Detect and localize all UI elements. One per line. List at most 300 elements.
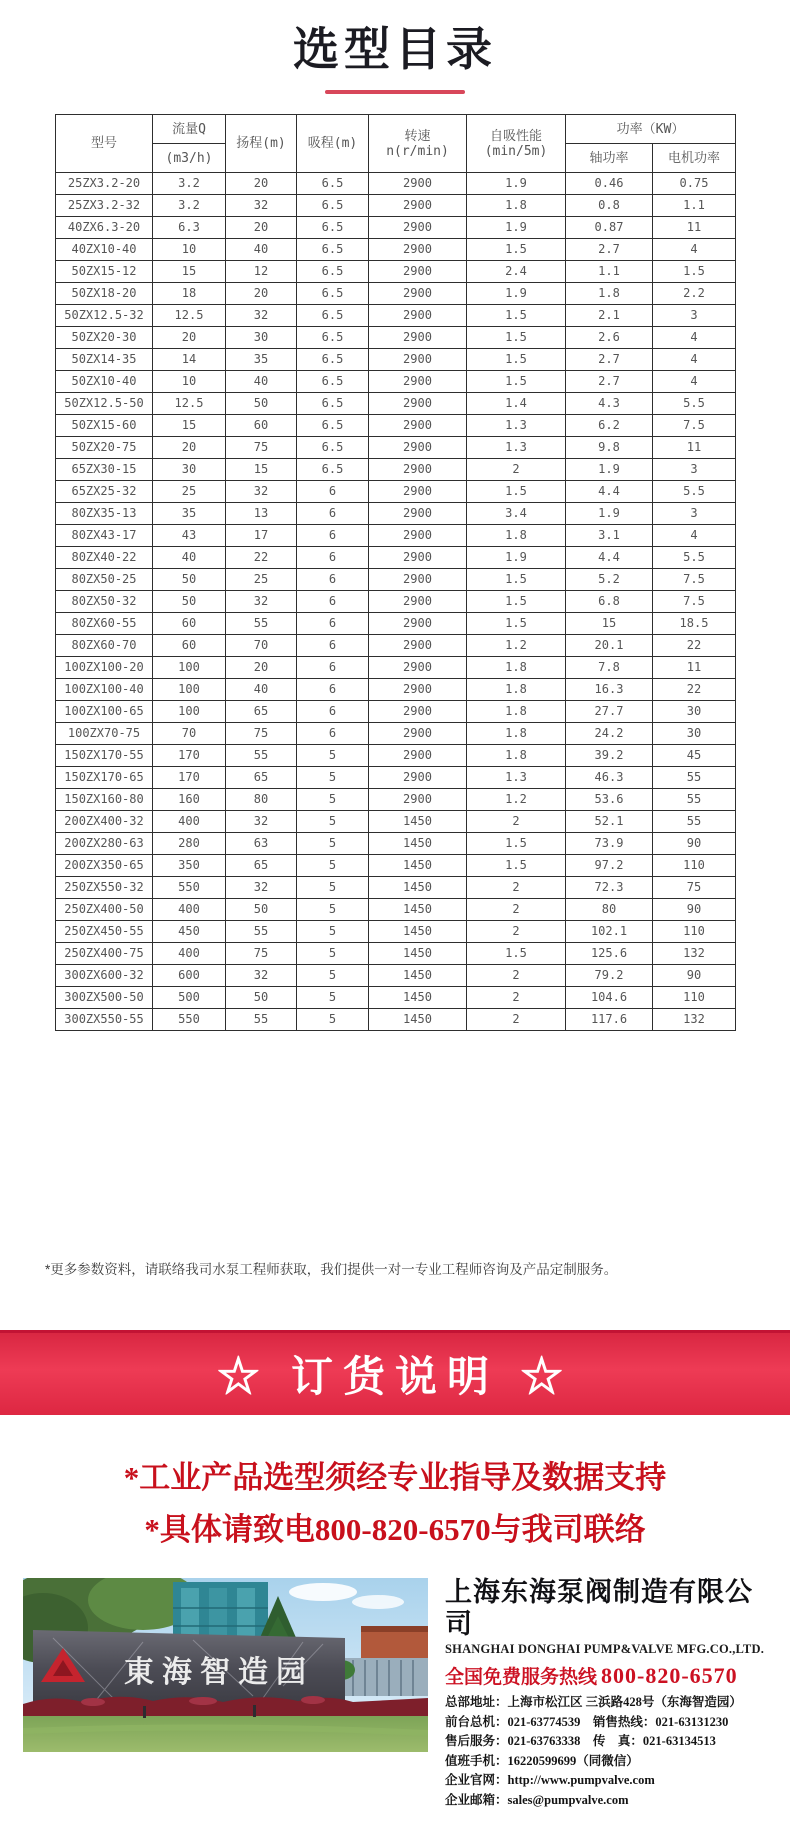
- value-cell: 3.1: [566, 525, 653, 547]
- model-cell: 200ZX350-65: [56, 855, 153, 877]
- model-cell: 100ZX100-65: [56, 701, 153, 723]
- value-cell: 11: [653, 437, 736, 459]
- value-cell: 1.2: [467, 789, 566, 811]
- header-motor-power: 电机功率: [653, 144, 736, 173]
- value-cell: 100: [153, 657, 226, 679]
- value-cell: 2900: [369, 173, 467, 195]
- value-cell: 3: [653, 503, 736, 525]
- value-cell: 1.5: [467, 481, 566, 503]
- value-cell: 2900: [369, 503, 467, 525]
- value-cell: 100: [153, 679, 226, 701]
- table-row: [56, 877, 736, 899]
- value-cell: 6.5: [297, 415, 369, 437]
- value-cell: 2900: [369, 305, 467, 327]
- value-cell: 35: [153, 503, 226, 525]
- title-section: [0, 20, 790, 94]
- value-cell: 1.4: [467, 393, 566, 415]
- value-cell: 40: [226, 371, 297, 393]
- value-cell: 104.6: [566, 987, 653, 1009]
- value-cell: 52.1: [566, 811, 653, 833]
- value-cell: 6.3: [153, 217, 226, 239]
- value-cell: 6.8: [566, 591, 653, 613]
- value-cell: 90: [653, 833, 736, 855]
- value-cell: 6: [297, 591, 369, 613]
- value-cell: 1.8: [467, 745, 566, 767]
- footnote: *更多参数资料，请联络我司水泵工程师获取，我们提供一对一专业工程师咨询及产品定制服务。: [45, 1262, 618, 1277]
- value-cell: 65: [226, 855, 297, 877]
- value-cell: 2.2: [653, 283, 736, 305]
- value-cell: 63: [226, 833, 297, 855]
- value-cell: 102.1: [566, 921, 653, 943]
- value-cell: 2900: [369, 525, 467, 547]
- model-cell: 50ZX14-35: [56, 349, 153, 371]
- value-cell: 45: [653, 745, 736, 767]
- value-cell: 20: [153, 437, 226, 459]
- value-cell: 110: [653, 921, 736, 943]
- table-row: [56, 635, 736, 657]
- table-row: [56, 217, 736, 239]
- value-cell: 75: [226, 943, 297, 965]
- table-row: [56, 393, 736, 415]
- value-cell: 80: [226, 789, 297, 811]
- gate-fence: [345, 1658, 428, 1696]
- model-cell: 65ZX25-32: [56, 481, 153, 503]
- flower-patch: [81, 1698, 105, 1706]
- value-cell: 2900: [369, 437, 467, 459]
- value-cell: 70: [153, 723, 226, 745]
- glass-panel: [237, 1588, 255, 1638]
- value-cell: 79.2: [566, 965, 653, 987]
- value-cell: 16.3: [566, 679, 653, 701]
- value-cell: 35: [226, 349, 297, 371]
- value-cell: 400: [153, 943, 226, 965]
- value-cell: 2900: [369, 415, 467, 437]
- header-shaft-power: 轴功率: [566, 144, 653, 173]
- company-detail-line: 总部地址：上海市松江区 三浜路428号（东海智造园）: [445, 1695, 742, 1709]
- value-cell: 25: [226, 569, 297, 591]
- value-cell: 117.6: [566, 1009, 653, 1031]
- value-cell: 550: [153, 877, 226, 899]
- table-header: [56, 115, 736, 173]
- value-cell: 1.5: [467, 855, 566, 877]
- glass-panel: [209, 1588, 227, 1638]
- value-cell: 53.6: [566, 789, 653, 811]
- value-cell: 60: [226, 415, 297, 437]
- model-cell: 25ZX3.2-32: [56, 195, 153, 217]
- value-cell: 2900: [369, 459, 467, 481]
- value-cell: 1.3: [467, 415, 566, 437]
- value-cell: 5: [297, 811, 369, 833]
- value-cell: 6: [297, 547, 369, 569]
- value-cell: 30: [226, 327, 297, 349]
- value-cell: 12.5: [153, 393, 226, 415]
- value-cell: 6.5: [297, 327, 369, 349]
- company-hotline: [445, 1662, 780, 1689]
- value-cell: 1450: [369, 877, 467, 899]
- value-cell: 2900: [369, 481, 467, 503]
- value-cell: 100: [153, 701, 226, 723]
- value-cell: 30: [153, 459, 226, 481]
- company-detail-line: 售后服务：021-63763338 传 真：021-63134513: [445, 1734, 716, 1748]
- header-speed: 转速 n(r/min): [369, 115, 467, 173]
- value-cell: 125.6: [566, 943, 653, 965]
- value-cell: 2900: [369, 327, 467, 349]
- value-cell: 1.5: [467, 591, 566, 613]
- value-cell: 6.5: [297, 437, 369, 459]
- value-cell: 2.1: [566, 305, 653, 327]
- value-cell: 17: [226, 525, 297, 547]
- value-cell: 6: [297, 569, 369, 591]
- model-cell: 300ZX500-50: [56, 987, 153, 1009]
- value-cell: 1.3: [467, 437, 566, 459]
- value-cell: 55: [653, 789, 736, 811]
- company-detail-line: 企业邮箱：sales@pumpvalve.com: [445, 1792, 629, 1807]
- table-row: [56, 987, 736, 1009]
- model-cell: 25ZX3.2-20: [56, 173, 153, 195]
- model-cell: 250ZX400-50: [56, 899, 153, 921]
- value-cell: 6: [297, 657, 369, 679]
- value-cell: 70: [226, 635, 297, 657]
- value-cell: 3.2: [153, 195, 226, 217]
- value-cell: 22: [653, 635, 736, 657]
- value-cell: 3: [653, 305, 736, 327]
- value-cell: 20.1: [566, 635, 653, 657]
- value-cell: 6.5: [297, 173, 369, 195]
- model-cell: 250ZX400-75: [56, 943, 153, 965]
- value-cell: 75: [226, 437, 297, 459]
- table-body: [56, 173, 736, 1031]
- value-cell: 6: [297, 481, 369, 503]
- value-cell: 2900: [369, 679, 467, 701]
- value-cell: 1.3: [467, 767, 566, 789]
- value-cell: 22: [653, 679, 736, 701]
- value-cell: 0.87: [566, 217, 653, 239]
- table-row: [56, 261, 736, 283]
- value-cell: 1.5: [467, 371, 566, 393]
- value-cell: 6: [297, 635, 369, 657]
- value-cell: 5: [297, 899, 369, 921]
- value-cell: 550: [153, 1009, 226, 1031]
- value-cell: 97.2: [566, 855, 653, 877]
- sign-text: 東海智造园: [124, 1656, 314, 1689]
- model-cell: 80ZX60-55: [56, 613, 153, 635]
- cloud: [289, 1583, 357, 1601]
- value-cell: 2.4: [467, 261, 566, 283]
- table-row: [56, 349, 736, 371]
- model-cell: 150ZX160-80: [56, 789, 153, 811]
- value-cell: 400: [153, 899, 226, 921]
- table-row: [56, 437, 736, 459]
- model-cell: 250ZX450-55: [56, 921, 153, 943]
- value-cell: 73.9: [566, 833, 653, 855]
- value-cell: 600: [153, 965, 226, 987]
- order-notice-line-2: *具体请致电800-820-6570与我司联络: [144, 1512, 646, 1547]
- value-cell: 10: [153, 371, 226, 393]
- value-cell: 1.1: [566, 261, 653, 283]
- value-cell: 6.5: [297, 283, 369, 305]
- value-cell: 3: [653, 459, 736, 481]
- table-row: [56, 613, 736, 635]
- value-cell: 4: [653, 239, 736, 261]
- value-cell: 7.5: [653, 591, 736, 613]
- value-cell: 400: [153, 811, 226, 833]
- model-cell: 100ZX70-75: [56, 723, 153, 745]
- flower-patch: [301, 1696, 325, 1704]
- model-cell: 80ZX50-32: [56, 591, 153, 613]
- model-cell: 50ZX20-30: [56, 327, 153, 349]
- flower-patch: [189, 1697, 217, 1705]
- value-cell: 1.9: [467, 173, 566, 195]
- value-cell: 20: [226, 217, 297, 239]
- model-cell: 50ZX15-12: [56, 261, 153, 283]
- value-cell: 10: [153, 239, 226, 261]
- value-cell: 75: [653, 877, 736, 899]
- value-cell: 6.5: [297, 393, 369, 415]
- table-row: [56, 283, 736, 305]
- value-cell: 2900: [369, 371, 467, 393]
- table-row: [56, 943, 736, 965]
- model-cell: 100ZX100-40: [56, 679, 153, 701]
- value-cell: 450: [153, 921, 226, 943]
- value-cell: 6.5: [297, 459, 369, 481]
- model-cell: 150ZX170-65: [56, 767, 153, 789]
- value-cell: 3.2: [153, 173, 226, 195]
- value-cell: 55: [226, 921, 297, 943]
- value-cell: 65: [226, 701, 297, 723]
- value-cell: 2900: [369, 569, 467, 591]
- value-cell: 2900: [369, 547, 467, 569]
- value-cell: 40: [226, 239, 297, 261]
- model-cell: 50ZX20-75: [56, 437, 153, 459]
- value-cell: 1.5: [467, 943, 566, 965]
- value-cell: 32: [226, 877, 297, 899]
- table-row: [56, 811, 736, 833]
- table-row: [56, 503, 736, 525]
- value-cell: 350: [153, 855, 226, 877]
- value-cell: 5.5: [653, 547, 736, 569]
- value-cell: 18.5: [653, 613, 736, 635]
- value-cell: 2900: [369, 723, 467, 745]
- table-row: [56, 327, 736, 349]
- value-cell: 1.5: [467, 305, 566, 327]
- value-cell: 12.5: [153, 305, 226, 327]
- model-cell: 65ZX30-15: [56, 459, 153, 481]
- value-cell: 1450: [369, 1009, 467, 1031]
- value-cell: 5: [297, 943, 369, 965]
- value-cell: 1.8: [566, 283, 653, 305]
- company-info: [445, 1576, 780, 1810]
- table-row: [56, 855, 736, 877]
- model-cell: 80ZX50-25: [56, 569, 153, 591]
- value-cell: 40: [153, 547, 226, 569]
- table-row: [56, 481, 736, 503]
- value-cell: 50: [153, 591, 226, 613]
- model-cell: 50ZX15-60: [56, 415, 153, 437]
- order-banner-title: ☆ 订货说明 ☆: [217, 1353, 573, 1400]
- value-cell: 2: [467, 459, 566, 481]
- model-cell: 40ZX10-40: [56, 239, 153, 261]
- table-row: [56, 745, 736, 767]
- company-detail-line: 前台总机：021-63774539 销售热线：021-63131230: [445, 1714, 729, 1729]
- value-cell: 20: [226, 173, 297, 195]
- value-cell: 40: [226, 679, 297, 701]
- value-cell: 2900: [369, 613, 467, 635]
- value-cell: 5.2: [566, 569, 653, 591]
- value-cell: 5: [297, 833, 369, 855]
- value-cell: 14: [153, 349, 226, 371]
- model-cell: 150ZX170-55: [56, 745, 153, 767]
- value-cell: 0.75: [653, 173, 736, 195]
- company-detail-line: 值班手机：16220599699（同微信）: [445, 1753, 639, 1768]
- value-cell: 2: [467, 1009, 566, 1031]
- header-head: 扬程(m): [226, 115, 297, 173]
- value-cell: 43: [153, 525, 226, 547]
- order-banner: [0, 1330, 790, 1415]
- value-cell: 15: [153, 415, 226, 437]
- value-cell: 6.5: [297, 349, 369, 371]
- value-cell: 9.8: [566, 437, 653, 459]
- value-cell: 55: [226, 613, 297, 635]
- value-cell: 110: [653, 855, 736, 877]
- value-cell: 160: [153, 789, 226, 811]
- value-cell: 6.5: [297, 217, 369, 239]
- value-cell: 2900: [369, 349, 467, 371]
- value-cell: 6.5: [297, 195, 369, 217]
- table-row: [56, 195, 736, 217]
- value-cell: 1450: [369, 811, 467, 833]
- value-cell: 1.9: [467, 283, 566, 305]
- value-cell: 170: [153, 745, 226, 767]
- value-cell: 2.7: [566, 239, 653, 261]
- company-name: 上海东海泵阀制造有限公司: [445, 1577, 753, 1639]
- value-cell: 6.5: [297, 305, 369, 327]
- value-cell: 2: [467, 965, 566, 987]
- table-row: [56, 1009, 736, 1031]
- value-cell: 2.7: [566, 371, 653, 393]
- value-cell: 6: [297, 503, 369, 525]
- value-cell: 5: [297, 877, 369, 899]
- value-cell: 2: [467, 921, 566, 943]
- table-row: [56, 569, 736, 591]
- lawn-lamp: [143, 1706, 146, 1718]
- value-cell: 4.3: [566, 393, 653, 415]
- value-cell: 13: [226, 503, 297, 525]
- table-row: [56, 789, 736, 811]
- value-cell: 5.5: [653, 393, 736, 415]
- table-row: [56, 173, 736, 195]
- value-cell: 4.4: [566, 547, 653, 569]
- value-cell: 5: [297, 965, 369, 987]
- value-cell: 55: [226, 745, 297, 767]
- model-cell: 80ZX35-13: [56, 503, 153, 525]
- page-title: 选型目录: [293, 23, 497, 75]
- value-cell: 15: [566, 613, 653, 635]
- value-cell: 7.5: [653, 415, 736, 437]
- value-cell: 2.6: [566, 327, 653, 349]
- header-power-group: 功率（KW）: [566, 115, 736, 144]
- model-cell: 200ZX280-63: [56, 833, 153, 855]
- value-cell: 55: [653, 811, 736, 833]
- model-cell: 80ZX40-22: [56, 547, 153, 569]
- value-cell: 25: [153, 481, 226, 503]
- factory-photo: [23, 1578, 428, 1752]
- value-cell: 2900: [369, 393, 467, 415]
- value-cell: 132: [653, 1009, 736, 1031]
- value-cell: 6.5: [297, 371, 369, 393]
- value-cell: 1.8: [467, 723, 566, 745]
- value-cell: 90: [653, 899, 736, 921]
- hotline-label: 全国免费服务热线: [445, 1667, 598, 1688]
- value-cell: 1.8: [467, 701, 566, 723]
- value-cell: 2: [467, 877, 566, 899]
- value-cell: 32: [226, 965, 297, 987]
- value-cell: 18: [153, 283, 226, 305]
- value-cell: 3.4: [467, 503, 566, 525]
- value-cell: 11: [653, 657, 736, 679]
- value-cell: 5: [297, 921, 369, 943]
- value-cell: 1.5: [467, 239, 566, 261]
- model-cell: 100ZX100-20: [56, 657, 153, 679]
- table-row: [56, 547, 736, 569]
- value-cell: 2: [467, 899, 566, 921]
- value-cell: 15: [153, 261, 226, 283]
- value-cell: 32: [226, 591, 297, 613]
- value-cell: 500: [153, 987, 226, 1009]
- table-row: [56, 305, 736, 327]
- value-cell: 2900: [369, 657, 467, 679]
- glass-panel: [181, 1588, 199, 1638]
- table-row: [56, 679, 736, 701]
- value-cell: 75: [226, 723, 297, 745]
- value-cell: 2900: [369, 239, 467, 261]
- model-cell: 50ZX12.5-50: [56, 393, 153, 415]
- value-cell: 7.8: [566, 657, 653, 679]
- value-cell: 1450: [369, 833, 467, 855]
- value-cell: 5: [297, 987, 369, 1009]
- value-cell: 2900: [369, 745, 467, 767]
- value-cell: 5.5: [653, 481, 736, 503]
- value-cell: 1.5: [653, 261, 736, 283]
- value-cell: 0.8: [566, 195, 653, 217]
- value-cell: 1.8: [467, 657, 566, 679]
- pump-selection-table: [55, 114, 736, 1031]
- lawn-lamp: [253, 1705, 256, 1717]
- header-suction: 吸程(m): [297, 115, 369, 173]
- table-row: [56, 965, 736, 987]
- value-cell: 2: [467, 987, 566, 1009]
- value-cell: 4: [653, 349, 736, 371]
- value-cell: 27.7: [566, 701, 653, 723]
- value-cell: 1.8: [467, 195, 566, 217]
- value-cell: 1450: [369, 899, 467, 921]
- value-cell: 6: [297, 723, 369, 745]
- header-flow-unit: (m3/h): [153, 144, 226, 173]
- value-cell: 1450: [369, 987, 467, 1009]
- value-cell: 1450: [369, 855, 467, 877]
- value-cell: 4: [653, 371, 736, 393]
- value-cell: 2.7: [566, 349, 653, 371]
- table-row: [56, 525, 736, 547]
- value-cell: 1450: [369, 965, 467, 987]
- value-cell: 30: [653, 723, 736, 745]
- value-cell: 6: [297, 701, 369, 723]
- model-cell: 80ZX43-17: [56, 525, 153, 547]
- order-notices: [0, 1452, 790, 1556]
- value-cell: 46.3: [566, 767, 653, 789]
- value-cell: 2: [467, 811, 566, 833]
- table-row: [56, 767, 736, 789]
- value-cell: 60: [153, 613, 226, 635]
